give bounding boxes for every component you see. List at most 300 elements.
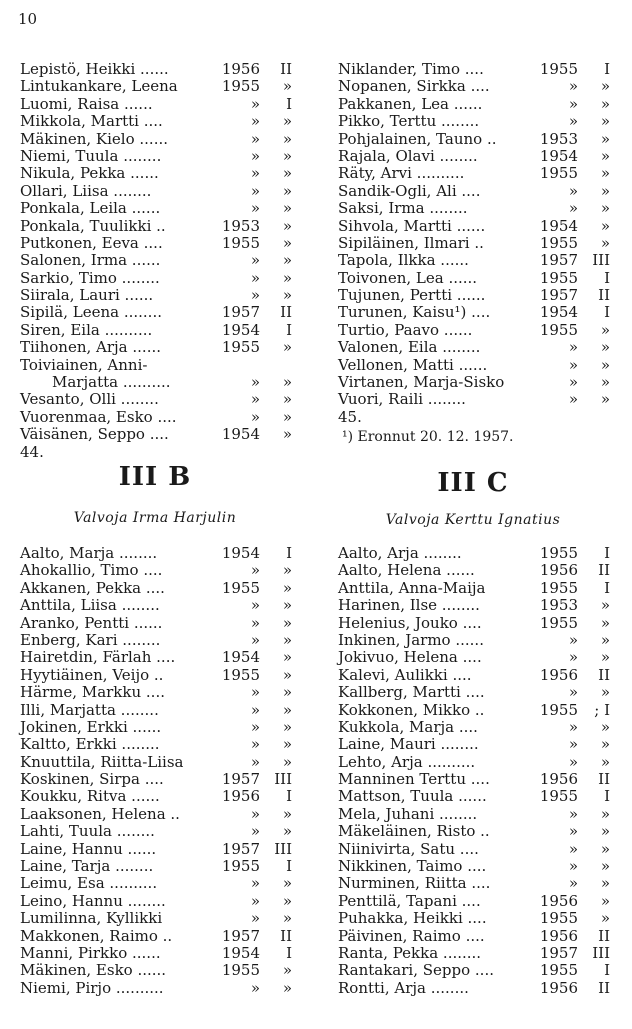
class-mark: » [600,146,610,165]
student-name: Niemi, Tuula ........ [20,146,162,165]
student-row [20,287,290,304]
student-name: Rajala, Olavi ........ [338,146,478,165]
student-name: Turtio, Paavo ...... [338,320,473,339]
student-name: Sarkio, Timo ........ [20,268,160,287]
birth-year: » [568,874,578,893]
student-row [20,649,290,666]
student-row [20,270,290,287]
birth-year: » [568,77,578,96]
student-row [20,893,290,910]
birth-year: » [250,129,260,148]
student-name: Tiihonen, Arja ...... [20,338,161,357]
student-name: Niklander, Timo .... [338,60,484,78]
student-row [20,357,290,374]
class-mark: I [604,60,610,78]
class-mark: » [282,390,292,409]
birth-year: 1955 [221,578,260,597]
class-mark: » [282,164,292,183]
birth-year: » [250,181,260,200]
student-name: Virtanen, Marja-Sisko [338,373,505,392]
student-row [338,910,608,927]
class-mark: » [600,909,610,928]
birth-year: 1954 [539,303,578,322]
student-row [20,736,290,753]
student-name: Koukku, Ritva ...... [20,787,160,806]
birth-year: » [250,199,260,218]
class-mark: » [600,94,610,113]
student-row [338,357,608,374]
birth-year: 1954 [221,425,260,444]
birth-year: » [568,822,578,841]
student-row [338,218,608,235]
student-row [338,684,608,701]
student-count: 45. [338,407,362,426]
student-name: Salonen, Irma ...... [20,251,161,270]
student-name: Puhakka, Heikki .... [338,909,487,928]
birth-year: 1955 [539,787,578,806]
class-mark: » [282,216,292,235]
birth-year: » [568,373,578,392]
student-name: Mela, Juhani ........ [338,804,478,823]
birth-year: 1956 [539,926,578,945]
student-row [20,148,290,165]
class-mark: » [600,735,610,754]
student-row [338,339,608,356]
student-row [20,615,290,632]
birth-year: » [568,181,578,200]
birth-year: » [250,146,260,165]
birth-year: 1954 [221,943,260,962]
student-name: Marjatta .......... [52,373,171,392]
birth-year: 1957 [539,251,578,270]
birth-year: » [568,199,578,218]
student-row [338,96,608,113]
student-row [20,61,290,78]
student-row [338,391,608,408]
student-name: Tapola, Ilkka ...... [338,251,469,270]
birth-year: 1955 [221,857,260,876]
class-mark: I [604,787,610,806]
class-mark: » [282,735,292,754]
class-mark: II [280,926,292,945]
student-name: Lumilinna, Kyllikki [20,909,163,928]
student-row [338,270,608,287]
birth-year: 1957 [221,926,260,945]
student-name: Tujunen, Pertti ...... [338,286,486,305]
student-name: Aalto, Helena ...... [338,561,475,580]
class-mark: » [282,77,292,96]
student-name: Kaltto, Erkki ........ [20,735,160,754]
birth-year: 1954 [539,146,578,165]
class-mark: I [286,857,292,876]
student-name: Illi, Marjatta ........ [20,700,159,719]
birth-year: 1955 [539,909,578,928]
student-row [20,667,290,684]
page-number: 10 [18,10,38,28]
student-name: Vesanto, Olli ........ [20,390,159,409]
class-mark: » [282,373,292,392]
class-mark: » [600,752,610,771]
student-name: Siren, Eila .......... [20,320,153,339]
class-mark: » [600,181,610,200]
birth-year: » [250,700,260,719]
birth-year: 1955 [539,544,578,562]
class-mark: » [282,233,292,252]
class-mark: I [286,943,292,962]
student-row [338,580,608,597]
class-mark: » [600,857,610,876]
student-row [20,702,290,719]
student-name: Aranko, Pentti ...... [20,613,163,632]
class-mark: II [280,303,292,322]
class-mark: » [600,355,610,374]
class-mark: » [600,596,610,615]
class-mark: » [600,717,610,736]
footnote: ¹) Eronnut 20. 12. 1957. [342,429,514,446]
birth-year: » [250,891,260,910]
student-name: Vellonen, Matti ...... [338,355,488,374]
student-name: Ranta, Pekka ........ [338,943,482,962]
birth-year: » [568,355,578,374]
student-name: Rontti, Arja ........ [338,978,469,997]
birth-year: » [250,561,260,580]
class-mark: » [600,390,610,409]
supervisor-line-iii-b: Valvoja Irma Harjulin [73,510,237,526]
student-row [338,962,608,979]
student-row [338,771,608,788]
student-name: Leino, Hannu ........ [20,891,166,910]
class-mark: » [600,683,610,702]
student-row [20,980,290,997]
birth-year: » [568,839,578,858]
class-mark: III [274,839,292,858]
student-row [20,78,290,95]
birth-year: 1954 [221,320,260,339]
student-row [20,562,290,579]
supervisor-line-iii-c: Valvoja Kerttu Ignatius [385,512,561,528]
birth-year: » [250,286,260,305]
student-name: Harinen, Ilse ........ [338,596,480,615]
class-mark: » [600,891,610,910]
student-name: Hairetdin, Färlah .... [20,648,176,667]
student-name: Kukkola, Marja .... [338,717,478,736]
student-row [338,788,608,805]
student-row [20,841,290,858]
birth-year: » [250,94,260,113]
student-row [20,426,290,443]
student-row [338,61,608,78]
birth-year: 1957 [221,303,260,322]
student-name: Nopanen, Sirkka .... [338,77,490,96]
student-name: Enberg, Kari ........ [20,630,161,649]
student-row [20,806,290,823]
student-row [20,165,290,182]
class-mark: I [604,268,610,287]
student-name: Mikkola, Martti .... [20,112,163,131]
student-row [20,200,290,217]
student-name: Väisänen, Seppo .... [20,425,169,444]
student-name: Ahokallio, Timo .... [20,561,163,580]
class-mark: I [604,303,610,322]
class-mark: » [282,630,292,649]
student-name: Mäkinen, Esko ...... [20,961,167,980]
birth-year: 1955 [221,961,260,980]
birth-year: 1955 [539,233,578,252]
class-mark: » [600,338,610,357]
student-row [20,391,290,408]
student-name: Härme, Markku .... [20,683,165,702]
class-mark: II [598,665,610,684]
student-name: Kokkonen, Mikko .. [338,700,485,719]
student-name: Aalto, Arja ........ [338,544,462,562]
class-mark: » [282,752,292,771]
student-row [338,165,608,182]
class-heading-iii-c: III C [437,468,509,498]
birth-year: » [568,857,578,876]
birth-year: 1955 [539,320,578,339]
class-mark: » [282,961,292,980]
birth-year: 1957 [221,839,260,858]
class-mark: » [282,129,292,148]
student-row [338,183,608,200]
birth-year: 1956 [539,770,578,789]
class-mark: » [282,112,292,131]
student-name: Hyytiäinen, Veijo .. [20,665,164,684]
student-name: Helenius, Jouko .... [338,613,482,632]
student-row [338,736,608,753]
birth-year: 1953 [539,129,578,148]
birth-year: 1955 [539,700,578,719]
birth-year: » [568,752,578,771]
student-row [338,287,608,304]
birth-year: 1957 [221,770,260,789]
student-row [20,771,290,788]
student-row [338,806,608,823]
class-mark: » [282,613,292,632]
student-name: Anttila, Anna-Maija [338,578,486,597]
birth-year: 1954 [221,648,260,667]
class-mark: I [286,320,292,339]
student-name: Rantakari, Seppo .... [338,961,494,980]
birth-year: 1955 [539,578,578,597]
student-row [338,374,608,391]
birth-year: » [250,390,260,409]
class-mark: » [600,199,610,218]
birth-year: » [568,717,578,736]
class-mark: » [282,822,292,841]
student-name: Ponkala, Leila ...... [20,199,161,218]
birth-year: 1957 [539,943,578,962]
student-row [20,96,290,113]
birth-year: » [250,683,260,702]
birth-year: 1953 [221,216,260,235]
student-row [338,875,608,892]
student-name: Sandik-Ogli, Ali .... [338,181,481,200]
birth-year: 1956 [221,60,260,78]
student-name: Saksi, Irma ........ [338,199,468,218]
class-mark: ; I [594,700,610,719]
student-name: Räty, Arvi .......... [338,164,465,183]
student-row [20,910,290,927]
student-row [20,684,290,701]
class-mark: » [282,338,292,357]
class-mark: » [600,839,610,858]
birth-year: » [250,596,260,615]
birth-year: » [250,112,260,131]
student-name: Laine, Tarja ........ [20,857,154,876]
birth-year: » [250,630,260,649]
student-name: Vuorenmaa, Esko .... [20,407,177,426]
class-mark: I [604,961,610,980]
birth-year: » [250,978,260,997]
class-mark: III [274,770,292,789]
student-row [20,183,290,200]
student-row [20,339,290,356]
student-name: Nurminen, Riitta .... [338,874,491,893]
class-mark: » [282,683,292,702]
class-mark: II [598,770,610,789]
class-mark: » [282,561,292,580]
student-row [338,322,608,339]
student-row [338,78,608,95]
birth-year: » [250,268,260,287]
class-mark: » [600,874,610,893]
student-row [338,719,608,736]
student-name: Niemi, Pirjo .......... [20,978,164,997]
student-row [338,980,608,997]
class-heading-iii-b: III B [118,462,192,492]
student-name: Ponkala, Tuulikki .. [20,216,166,235]
birth-year: » [250,373,260,392]
student-row [20,252,290,269]
class-mark: » [600,77,610,96]
birth-year: » [250,752,260,771]
student-name: Turunen, Kaisu¹) .... [338,303,491,322]
student-name: Lepistö, Heikki ...... [20,60,169,78]
class-mark: I [286,94,292,113]
student-name: Mäkinen, Kielo ...... [20,129,169,148]
birth-year: » [250,717,260,736]
birth-year: » [250,613,260,632]
student-name: Valonen, Eila ........ [338,338,481,357]
class-mark: » [282,648,292,667]
student-name: Sipilä, Leena ........ [20,303,162,322]
student-name: Manninen Terttu .... [338,770,490,789]
class-mark: II [598,978,610,997]
class-mark: I [604,544,610,562]
student-name: Toivonen, Lea ...... [338,268,478,287]
student-name: Siirala, Lauri ...... [20,286,154,305]
student-row [20,374,290,391]
top-left-student-list [20,61,290,461]
student-row [338,945,608,962]
student-row [20,597,290,614]
student-name: Manni, Pirkko ...... [20,943,161,962]
class-mark: » [282,578,292,597]
student-row [20,928,290,945]
student-row [20,545,290,562]
class-mark: » [282,700,292,719]
birth-year: 1957 [539,286,578,305]
student-row [338,858,608,875]
student-name: Toiviainen, Anni- [20,355,148,374]
class-mark: » [282,978,292,997]
student-name: Kallberg, Martti .... [338,683,485,702]
student-row [20,823,290,840]
student-row [338,754,608,771]
class-mark: » [600,630,610,649]
student-row [20,875,290,892]
class-mark: » [282,717,292,736]
class-mark: » [600,320,610,339]
class-mark: » [282,596,292,615]
student-row [338,597,608,614]
class-mark: » [600,648,610,667]
class-mark: » [600,373,610,392]
student-row [20,113,290,130]
birth-year: 1954 [539,216,578,235]
class-mark: » [600,804,610,823]
student-row [338,632,608,649]
student-name: Päivinen, Raimo .... [338,926,485,945]
student-name: Anttila, Liisa ........ [20,596,160,615]
class-mark: » [600,233,610,252]
birth-year: 1956 [539,561,578,580]
birth-year: » [568,112,578,131]
class-mark: » [282,425,292,444]
student-row [338,562,608,579]
student-row [20,945,290,962]
student-row [338,200,608,217]
student-row [338,113,608,130]
birth-year: » [568,338,578,357]
birth-year: » [568,648,578,667]
birth-year: 1955 [221,77,260,96]
birth-year: 1955 [539,164,578,183]
birth-year: » [568,735,578,754]
student-row [338,649,608,666]
class-mark: » [282,407,292,426]
birth-year: » [250,164,260,183]
birth-year: » [568,804,578,823]
student-row [338,131,608,148]
student-name: Akkanen, Pekka .... [20,578,165,597]
student-name: Putkonen, Eeva .... [20,233,163,252]
student-row [338,893,608,910]
student-name: Luomi, Raisa ...... [20,94,153,113]
class-mark: » [282,891,292,910]
student-row [338,615,608,632]
birth-year: 1955 [221,665,260,684]
birth-year: » [568,630,578,649]
student-name: Lehto, Arja .......... [338,752,476,771]
class-mark: » [600,112,610,131]
student-row [20,962,290,979]
class-mark: » [600,822,610,841]
class-mark: » [600,164,610,183]
class-mark: I [286,787,292,806]
birth-year: 1955 [539,613,578,632]
class-mark: » [600,129,610,148]
student-name: Lahti, Tuula ........ [20,822,155,841]
class-mark: » [282,909,292,928]
class-mark: » [282,146,292,165]
student-row [20,235,290,252]
student-name: Inkinen, Jarmo ...... [338,630,484,649]
student-row [20,580,290,597]
student-row [338,823,608,840]
student-row [338,667,608,684]
